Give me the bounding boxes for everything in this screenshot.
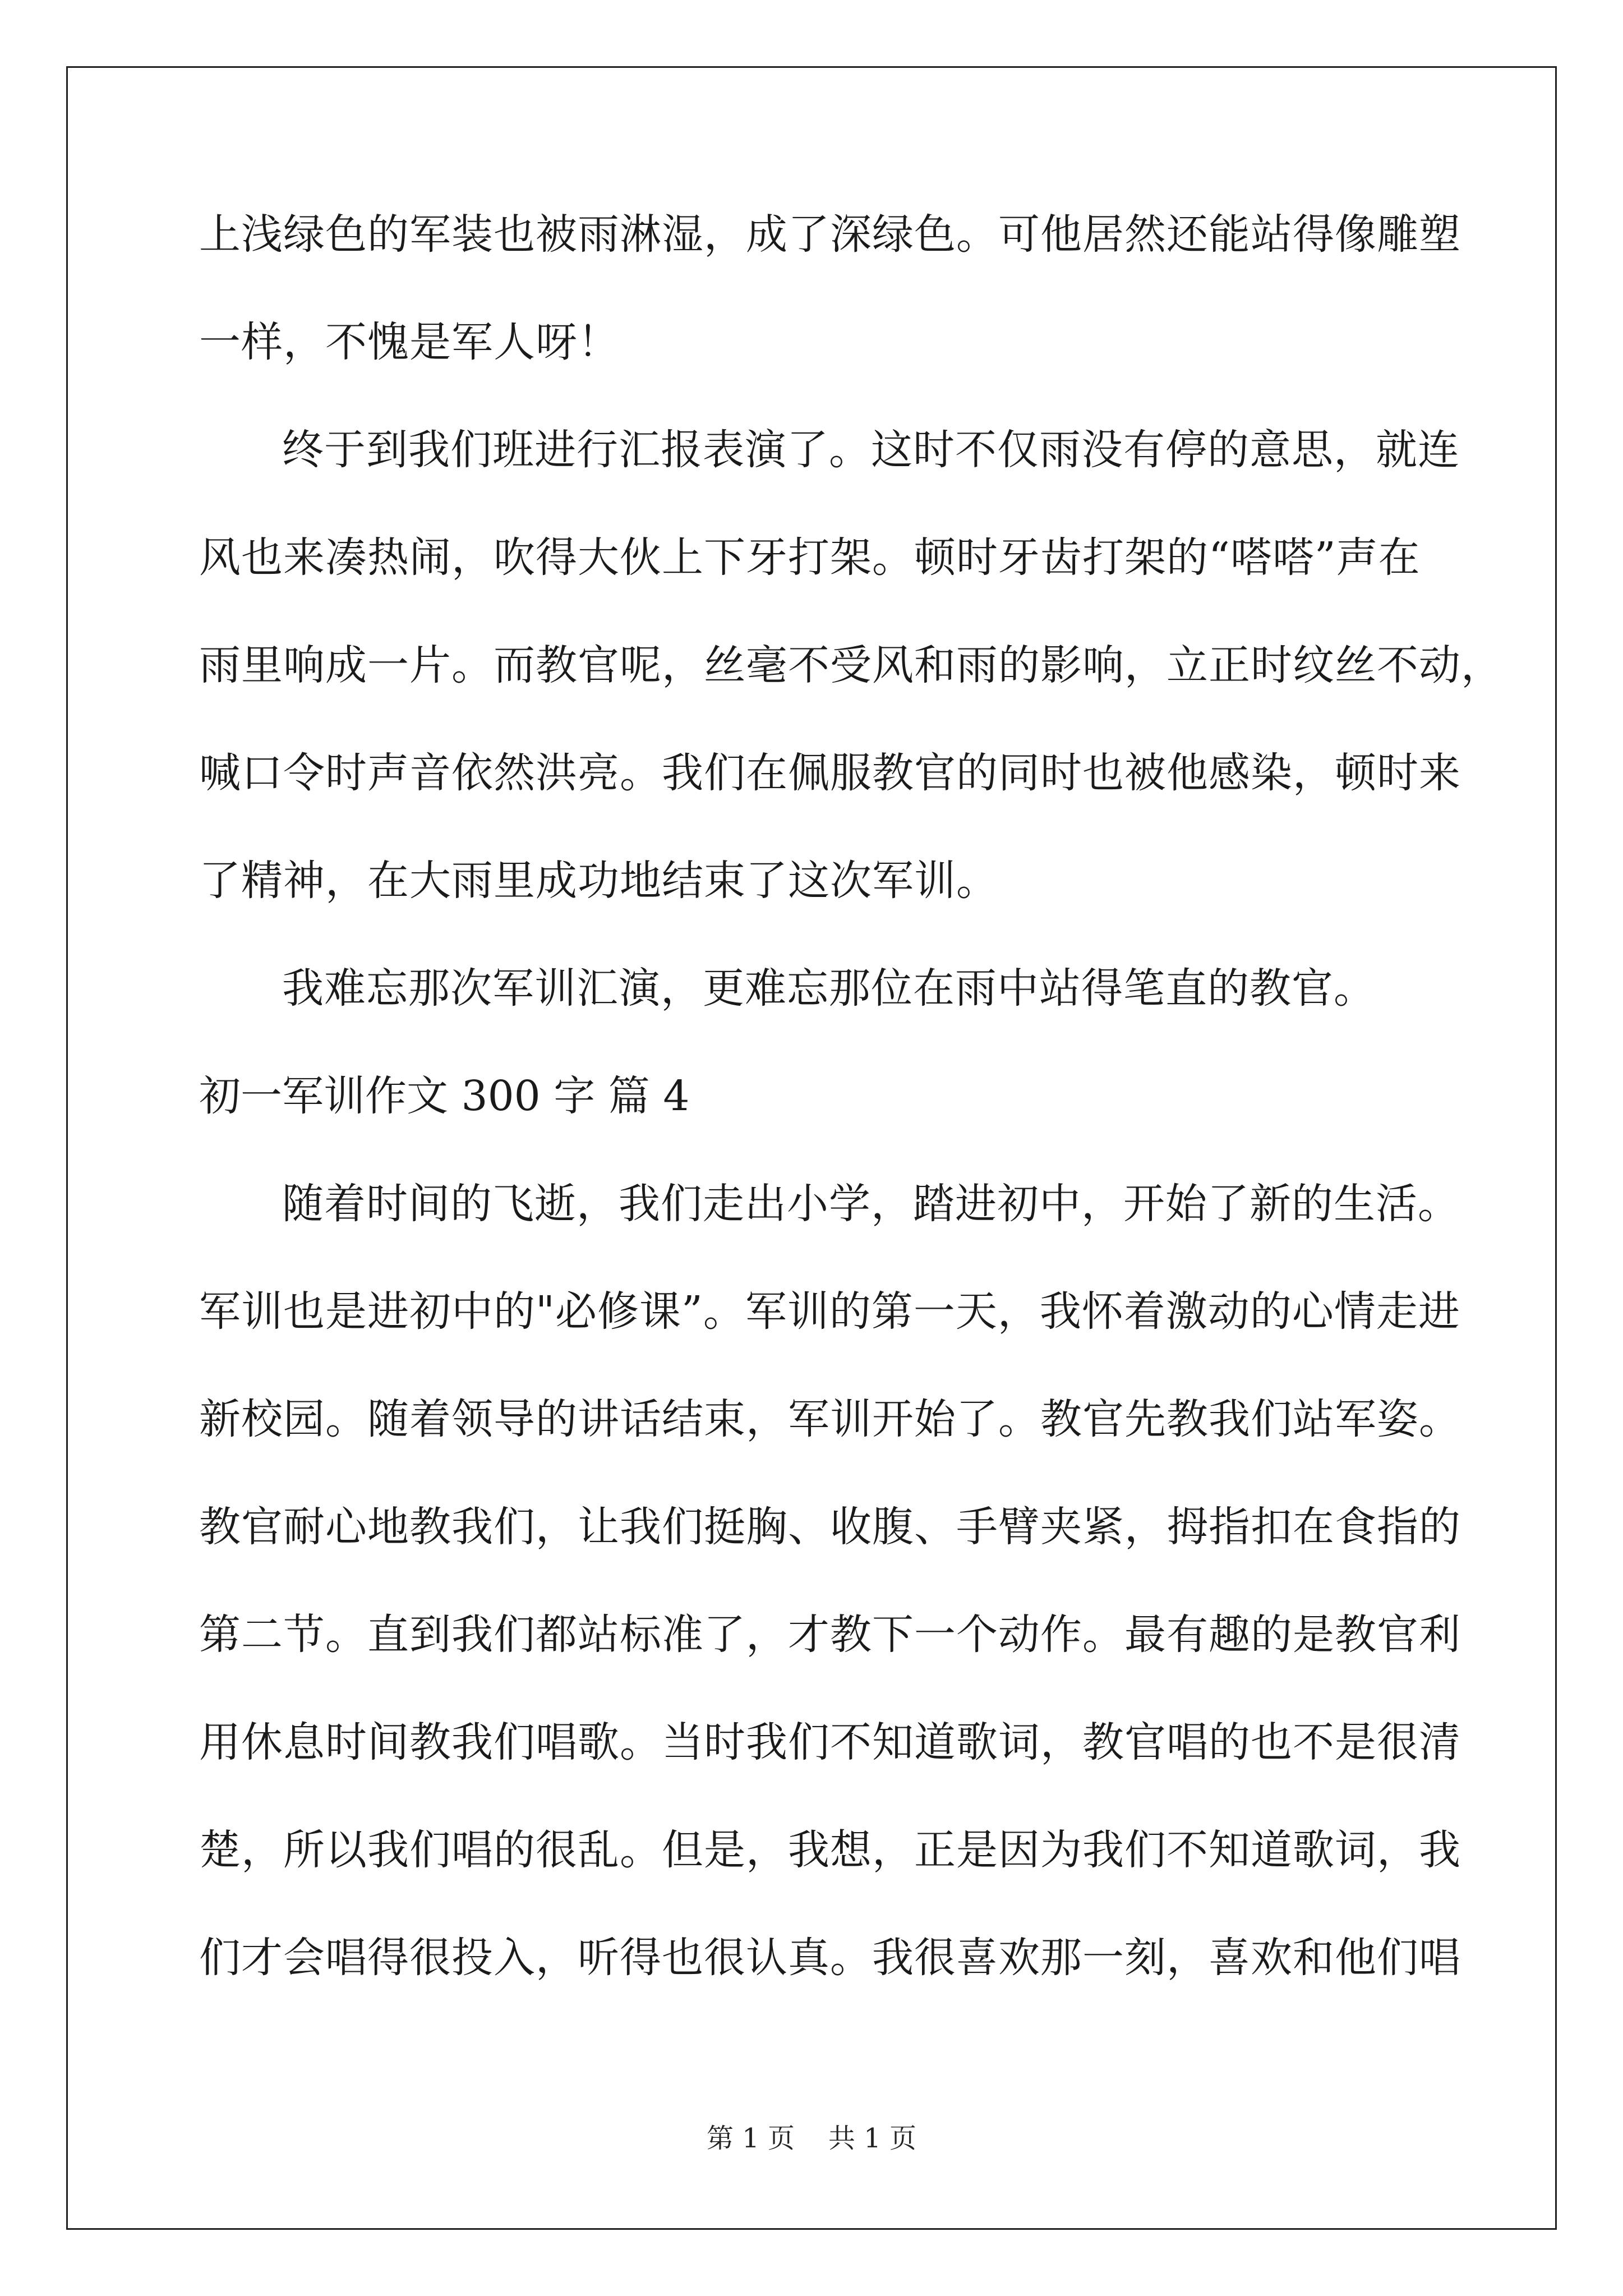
page-number: 第 1 页 — [706, 2123, 795, 2154]
paragraph-line: 第二节。直到我们都站标准了，才教下一个动作。最有趣的是教官利 — [199, 1611, 1461, 1659]
paragraph-line: 用休息时间教我们唱歌。当时我们不知道歌词，教官唱的也不是很清 — [199, 1718, 1461, 1766]
paragraph-line: 风也来凑热闹，吹得大伙上下牙打架。顿时牙齿打架的“嗒嗒”声在 — [199, 533, 1421, 582]
paragraph-line: 军训也是进初中的"必修课”。军训的第一天，我怀着激动的心情走进 — [199, 1287, 1460, 1336]
page-total: 共 1 页 — [828, 2123, 917, 2154]
paragraph-line: 楚，所以我们唱的很乱。但是，我想，正是因为我们不知道歌词，我 — [199, 1826, 1461, 1874]
paragraph-line: 们才会唱得很投入，听得也很认真。我很喜欢那一刻，喜欢和他们唱 — [199, 1934, 1461, 1982]
paragraph-line: 一样，不愧是军人呀！ — [199, 318, 620, 366]
section-heading: 初一军训作文 300 字 篇 4 — [199, 1072, 690, 1120]
paragraph-line: 雨里响成一片。而教官呢，丝毫不受风和雨的影响，立正时纹丝不动， — [199, 641, 1503, 689]
paragraph-line: 终于到我们班进行汇报表演了。这时不仅雨没有停的意思，就连 — [282, 426, 1460, 474]
paragraph-line: 教官耐心地教我们，让我们挺胸、收腹、手臂夹紧，拇指扣在食指的 — [199, 1503, 1461, 1551]
paragraph-line: 我难忘那次军训汇演，更难忘那位在雨中站得笔直的教官。 — [282, 964, 1376, 1013]
paragraph-line: 随着时间的飞逝，我们走出小学，踏进初中，开始了新的生活。 — [282, 1180, 1460, 1228]
paragraph-line: 喊口令时声音依然洪亮。我们在佩服教官的同时也被他感染，顿时来 — [199, 749, 1461, 797]
page-footer — [0, 2122, 1623, 2155]
paragraph-line: 新校园。随着领导的讲话结束，军训开始了。教官先教我们站军姿。 — [199, 1395, 1461, 1443]
paragraph-line: 了精神，在大雨里成功地结束了这次军训。 — [199, 857, 998, 905]
document-body — [199, 208, 1503, 2039]
paragraph-line: 上浅绿色的军装也被雨淋湿，成了深绿色。可他居然还能站得像雕塑 — [199, 210, 1461, 259]
